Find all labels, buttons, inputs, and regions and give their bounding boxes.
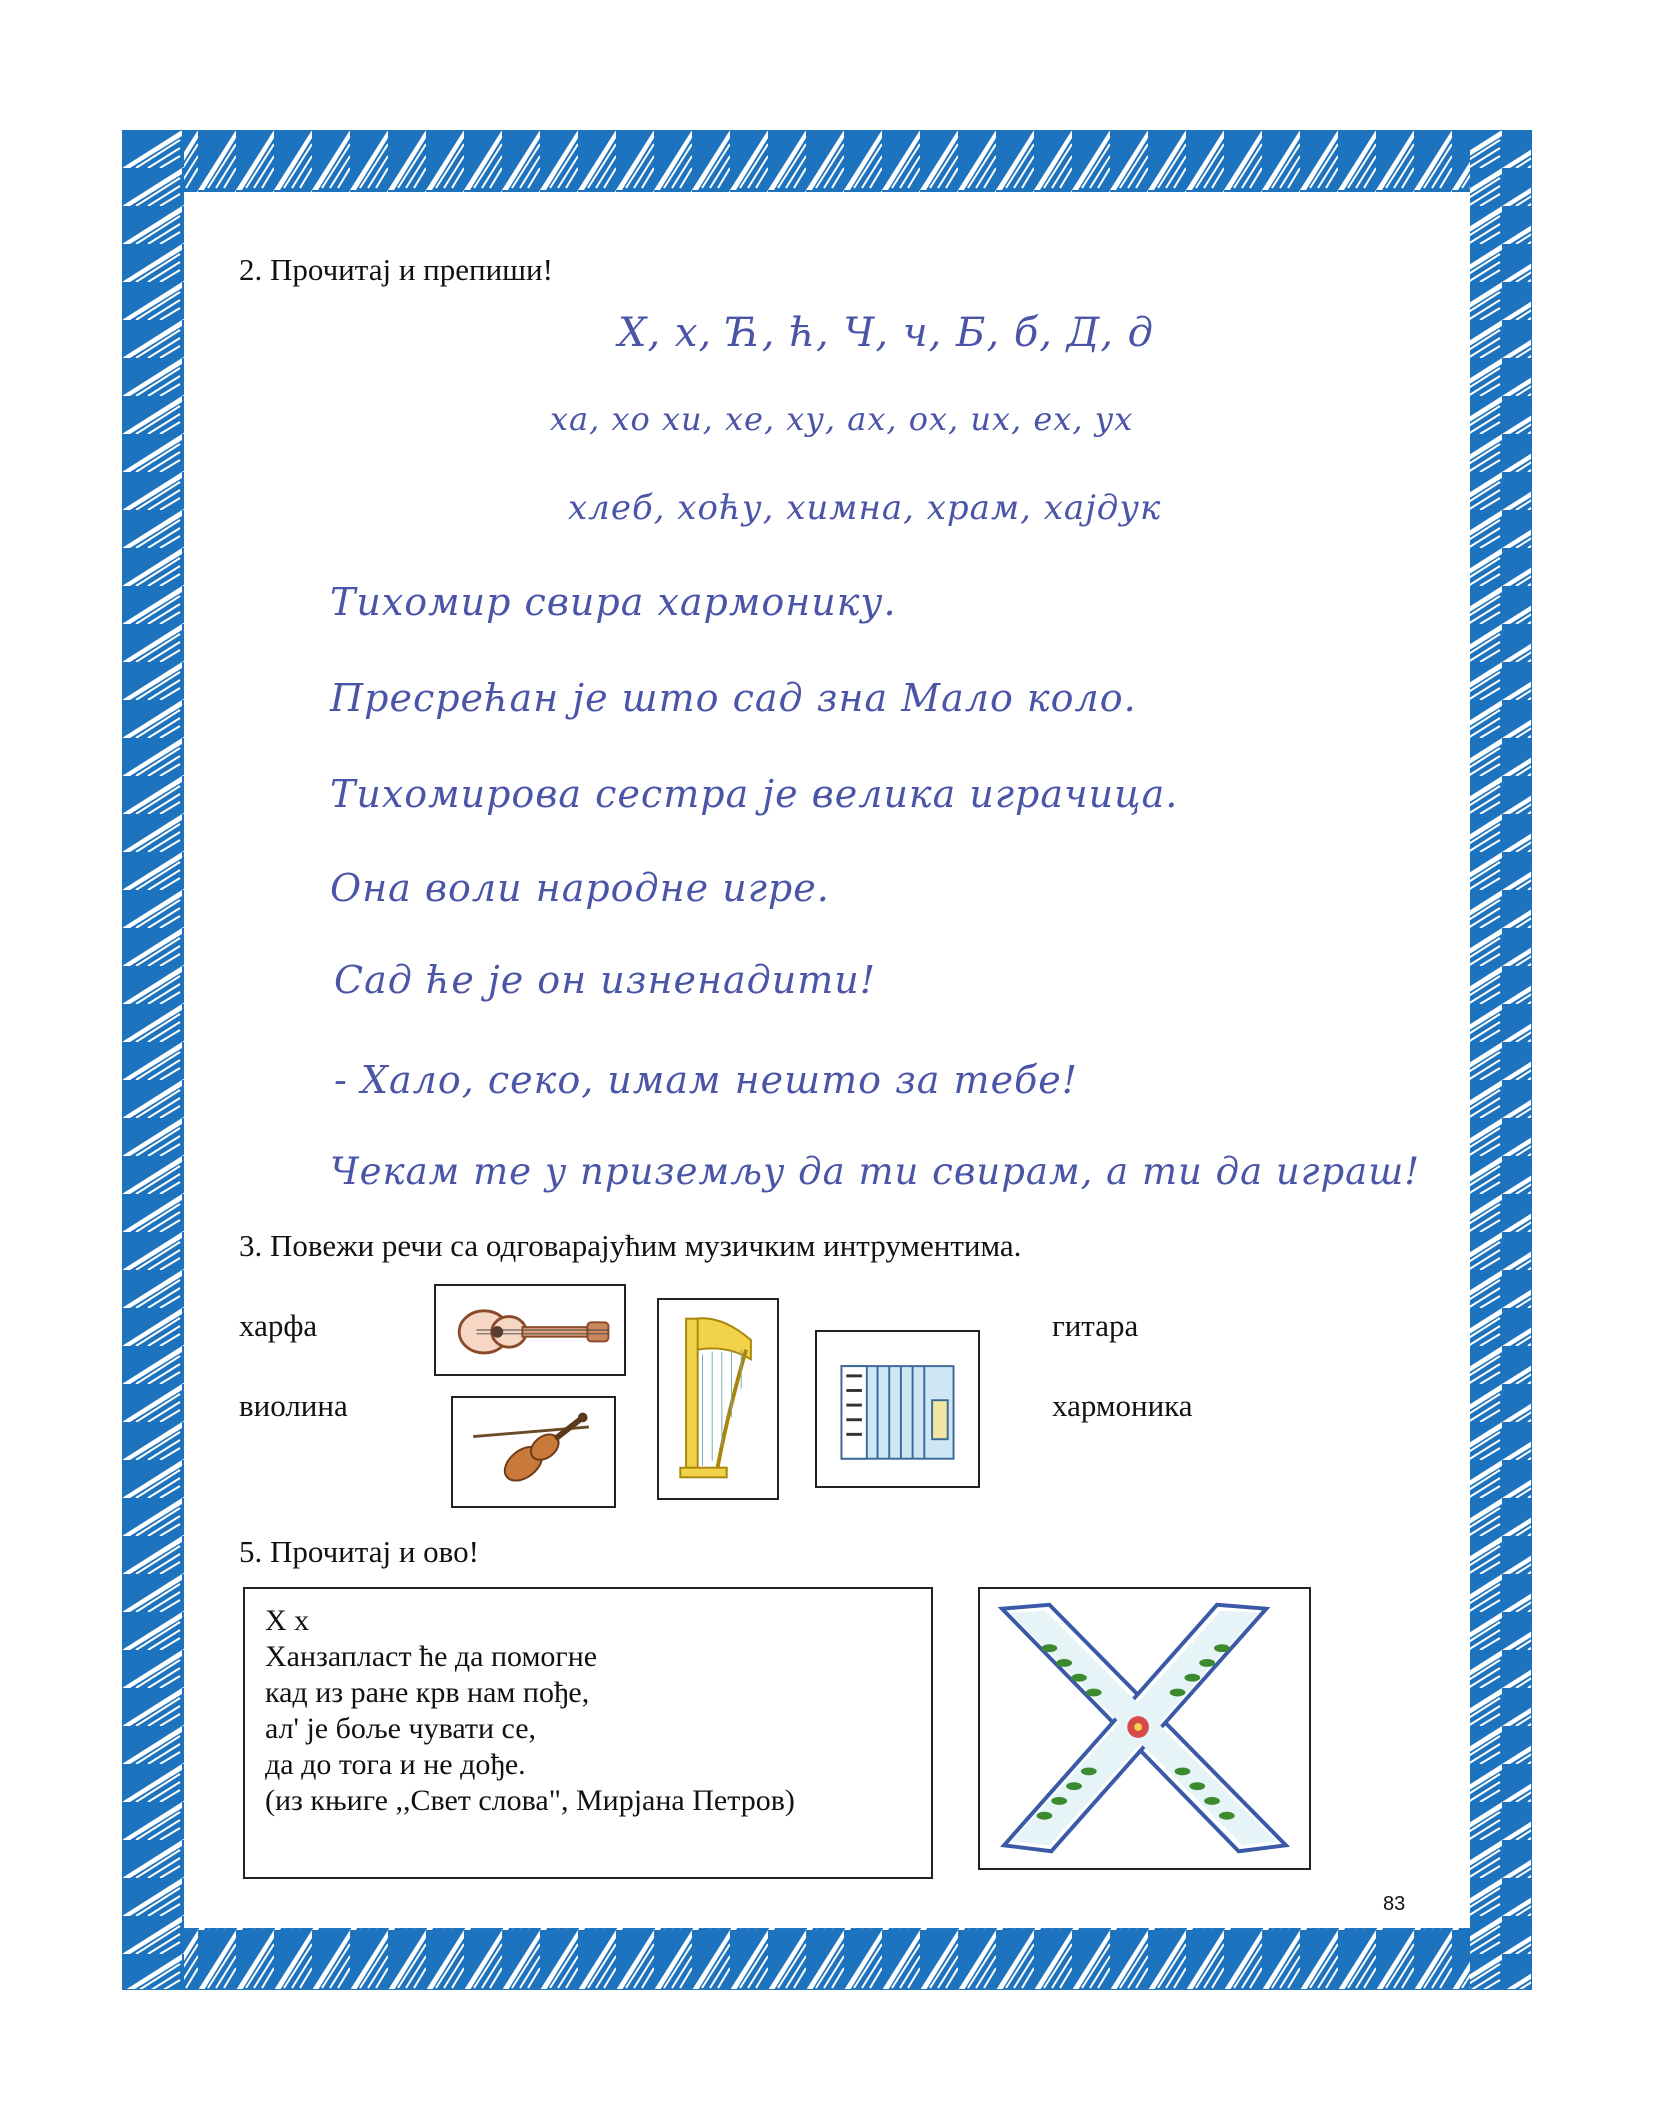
accordion-icon[interactable] <box>815 1330 980 1488</box>
harp-icon[interactable] <box>657 1298 779 1500</box>
poem-line-3: кад из ране крв нам пође, <box>265 1676 590 1709</box>
word-violin: виолина <box>239 1388 348 1423</box>
exercise-5-title: 5. Прочитај и ово! <box>239 1534 479 1569</box>
cursive-sentence-1: Тихомир свира хармонику. <box>330 580 897 624</box>
exercise-3-title: 3. Повежи речи са одговарајућим музичким интрументима. <box>239 1228 1022 1263</box>
violin-icon[interactable] <box>451 1396 616 1508</box>
cursive-sentence-3: Тихомирова сестра је велика играчица. <box>330 772 1179 816</box>
poem-line-4: ал' је боље чувати се, <box>265 1712 537 1745</box>
cursive-letters: Х, х, Ћ, ћ, Ч, ч, Б, б, Д, д <box>618 310 1155 356</box>
exercise-2-title: 2. Прочитај и препиши! <box>239 252 553 287</box>
poem-line-1: Х х <box>265 1604 310 1637</box>
cursive-sentence-7: Чекам те у приземљу да ти свирам, а ти да играш! <box>330 1150 1421 1193</box>
cursive-sentence-2: Пресрећан је што сад зна Мало коло. <box>330 676 1137 720</box>
poem-line-2: Ханзапласт ће да помогне <box>265 1640 598 1673</box>
page-number: 83 <box>1383 1893 1406 1915</box>
word-harp: харфа <box>239 1308 318 1343</box>
cursive-sentence-6: - Хало, секо, имам нешто за тебе! <box>334 1058 1079 1102</box>
poem-line-5: да до тога и не дође. <box>265 1748 526 1781</box>
cursive-syllables: ха, хо хи, хе, ху, ах, ох, их, ех, ух <box>550 400 1134 438</box>
guitar-icon[interactable] <box>434 1284 626 1376</box>
word-accordion: хармоника <box>1052 1388 1193 1423</box>
cursive-sentence-5: Сад ће је он изненадити! <box>334 958 877 1002</box>
word-guitar: гитара <box>1052 1308 1139 1343</box>
letter-x-illustration <box>978 1587 1311 1870</box>
cursive-sentence-4: Она воли народне игре. <box>330 866 830 910</box>
poem-source: (из књиге ,,Свет слова", Мирјана Петров) <box>265 1784 795 1817</box>
poem-box <box>243 1587 933 1879</box>
cursive-words: хлеб, хоћу, химна, храм, хајдук <box>568 488 1162 528</box>
